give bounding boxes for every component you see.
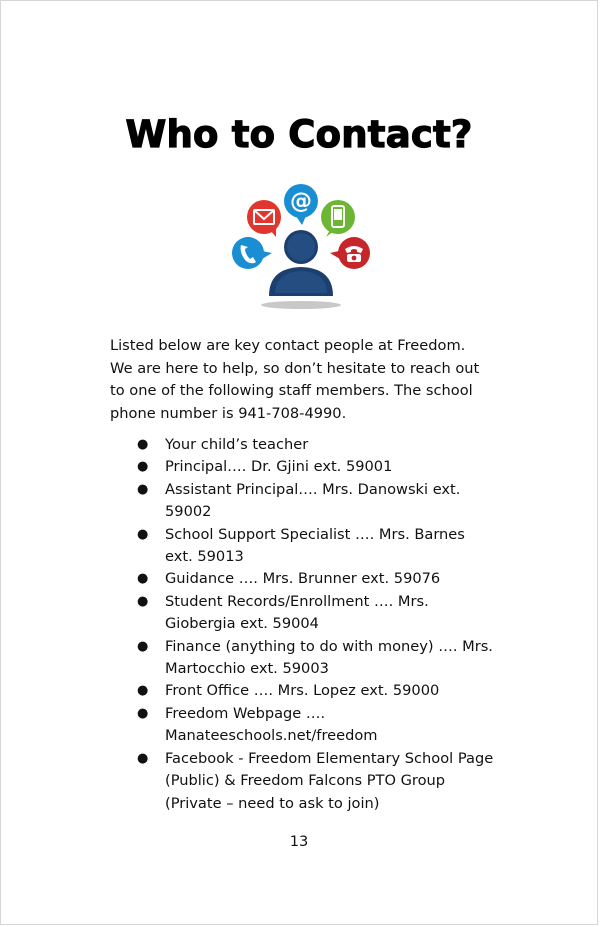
at-sign-icon: [284, 184, 318, 225]
list-item: ● Finance (anything to do with money) …. Mrs. Martocchio ext. 59003: [137, 637, 493, 678]
list-item: ● Your child’s teacher: [165, 434, 495, 456]
list-item: ● Freedom Webpage …. Manateeschools.net/freedom: [137, 704, 378, 745]
bullet-icon: ●: [137, 526, 149, 542]
list-item: ● Principal…. Dr. Gjini ext. 59001: [165, 456, 495, 478]
list-item: ● Guidance …. Mrs. Brunner ext. 59076: [165, 568, 495, 590]
list-item: ● Student Records/Enrollment …. Mrs. Giobergia ext. 59004: [137, 592, 429, 633]
bullet-icon: ●: [137, 593, 149, 609]
intro-paragraph: Listed below are key contact people at Freedom. We are here to help, so don’t hesitate to reach out to one of the following staff members. The school phone number is 941-708-4990.: [110, 337, 480, 422]
person-icon: [269, 230, 333, 296]
contact-list: [137, 434, 495, 815]
bullet-icon: ●: [137, 705, 149, 721]
bullet-icon: ●: [137, 638, 149, 654]
list-item: ● Assistant Principal…. Mrs. Danowski ext. 59002: [137, 480, 461, 521]
email-icon: [247, 200, 281, 237]
svg-text:@: @: [290, 189, 312, 214]
telephone-icon: [330, 237, 370, 269]
list-item: ● Facebook - Freedom Elementary School Page (Public) & Freedom Falcons PTO Group (Private – need to ask to join): [137, 749, 494, 812]
bullet-icon: ●: [137, 437, 149, 452]
contact-illustration: [226, 183, 376, 313]
list-item: ● Front Office …. Mrs. Lopez ext. 59000: [165, 680, 495, 702]
phone-handset-icon: [232, 237, 272, 269]
bullet-icon: ●: [137, 571, 149, 587]
bullet-icon: ●: [137, 683, 149, 699]
page-number: 13: [289, 833, 309, 850]
bullet-icon: ●: [137, 750, 149, 766]
mobile-phone-icon: [321, 200, 355, 237]
list-item: ● School Support Specialist …. Mrs. Barnes ext. 59013: [137, 525, 465, 566]
page-title: Who to Contact?: [125, 113, 473, 156]
bullet-icon: ●: [137, 459, 149, 475]
shadow: [261, 301, 341, 309]
bullet-icon: ●: [137, 481, 149, 497]
